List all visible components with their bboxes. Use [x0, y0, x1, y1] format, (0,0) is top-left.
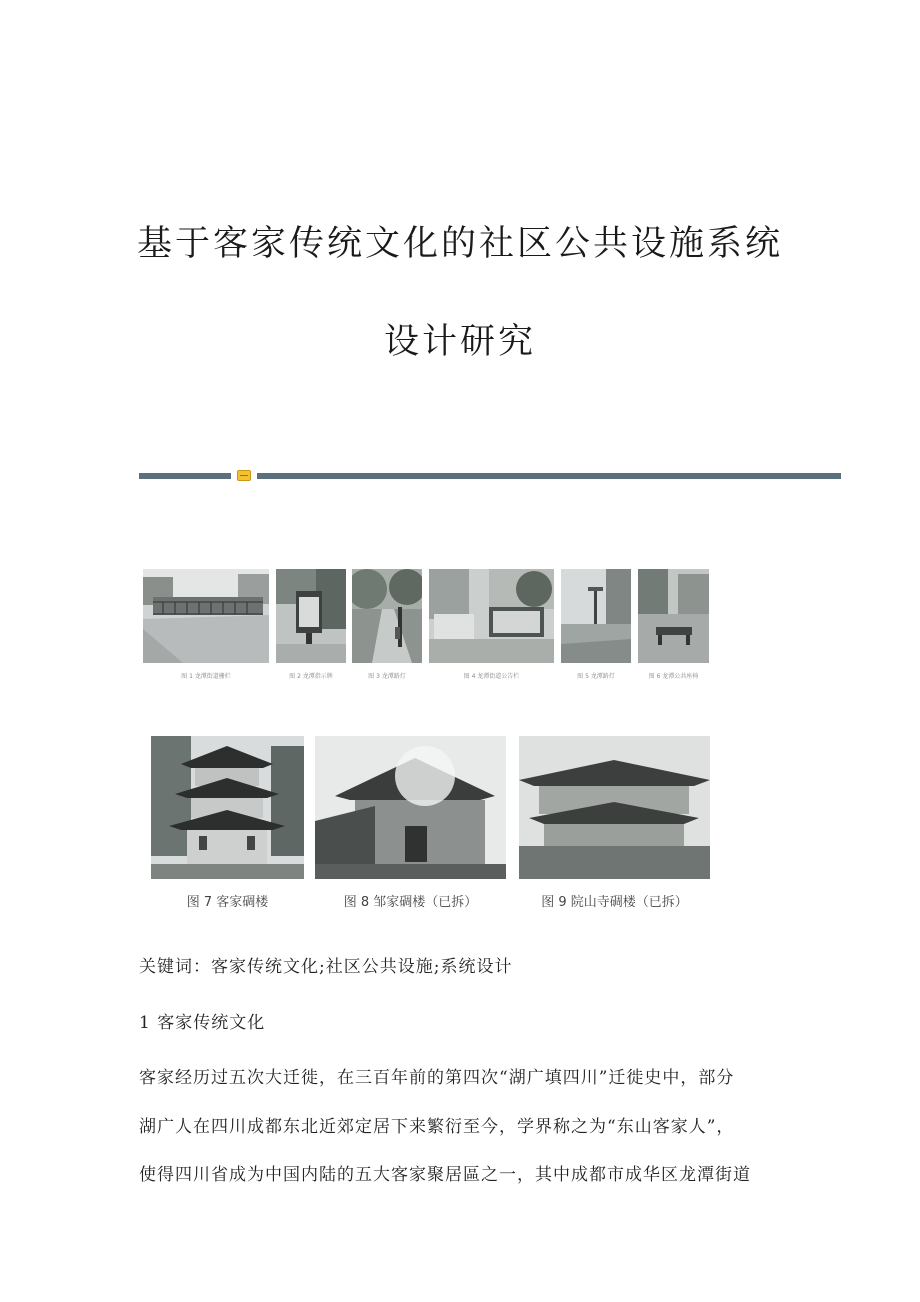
section-heading: 1 客家传统文化 [139, 1013, 266, 1033]
figure-caption: 图 8 邹家碉楼（已拆） [343, 895, 478, 910]
paragraph-line: 湖广人在四川成都东北近郊定居下来繁衍至今，学界称之为“东山客家人”， [139, 1117, 735, 1137]
figure-caption: 图 7 客家碉楼 [186, 895, 269, 910]
keywords: 关键词：客家传统文化;社区公共设施;系统设计 [139, 957, 513, 977]
photo-yuanshan-temple-watchtower [519, 736, 710, 879]
photo-street-railing [143, 569, 269, 663]
figure-caption: 图 4 龙潭街道公告栏 [463, 673, 520, 680]
divider-badge-icon [237, 470, 251, 481]
photo-hakka-watchtower [151, 736, 304, 879]
divider-bar-right [257, 473, 841, 479]
photo-public-bench [638, 569, 709, 663]
figure-caption: 图 6 龙潭公共座椅 [648, 673, 699, 680]
figure-caption: 图 3 龙潭路灯 [368, 673, 406, 680]
photo-zou-family-watchtower [315, 736, 506, 879]
paper-title-line-2: 设计研究 [383, 322, 536, 362]
paper-title-line-1: 基于客家传统文化的社区公共设施系统 [136, 224, 783, 264]
figure-caption: 图 9 院山寺碉楼（已拆） [541, 895, 688, 910]
section-divider [139, 470, 841, 482]
figure-caption: 图 2 龙潭指示牌 [289, 673, 333, 680]
photo-street-lamp [352, 569, 422, 663]
figure-caption: 图 5 龙潭路灯 [577, 673, 615, 680]
photo-signboard [276, 569, 346, 663]
paragraph-line: 客家经历过五次大迁徙，在三百年前的第四次“湖广填四川”迁徙史中，部分 [139, 1068, 735, 1088]
photo-street-lamp-2 [561, 569, 631, 663]
photo-notice-board [429, 569, 554, 663]
paragraph-line: 使得四川省成为中国内陆的五大客家聚居區之一，其中成都市成华区龙潭街道 [139, 1165, 751, 1185]
figure-caption: 图 1 龙潭街道栅栏 [181, 673, 231, 680]
divider-bar-left [139, 473, 231, 479]
